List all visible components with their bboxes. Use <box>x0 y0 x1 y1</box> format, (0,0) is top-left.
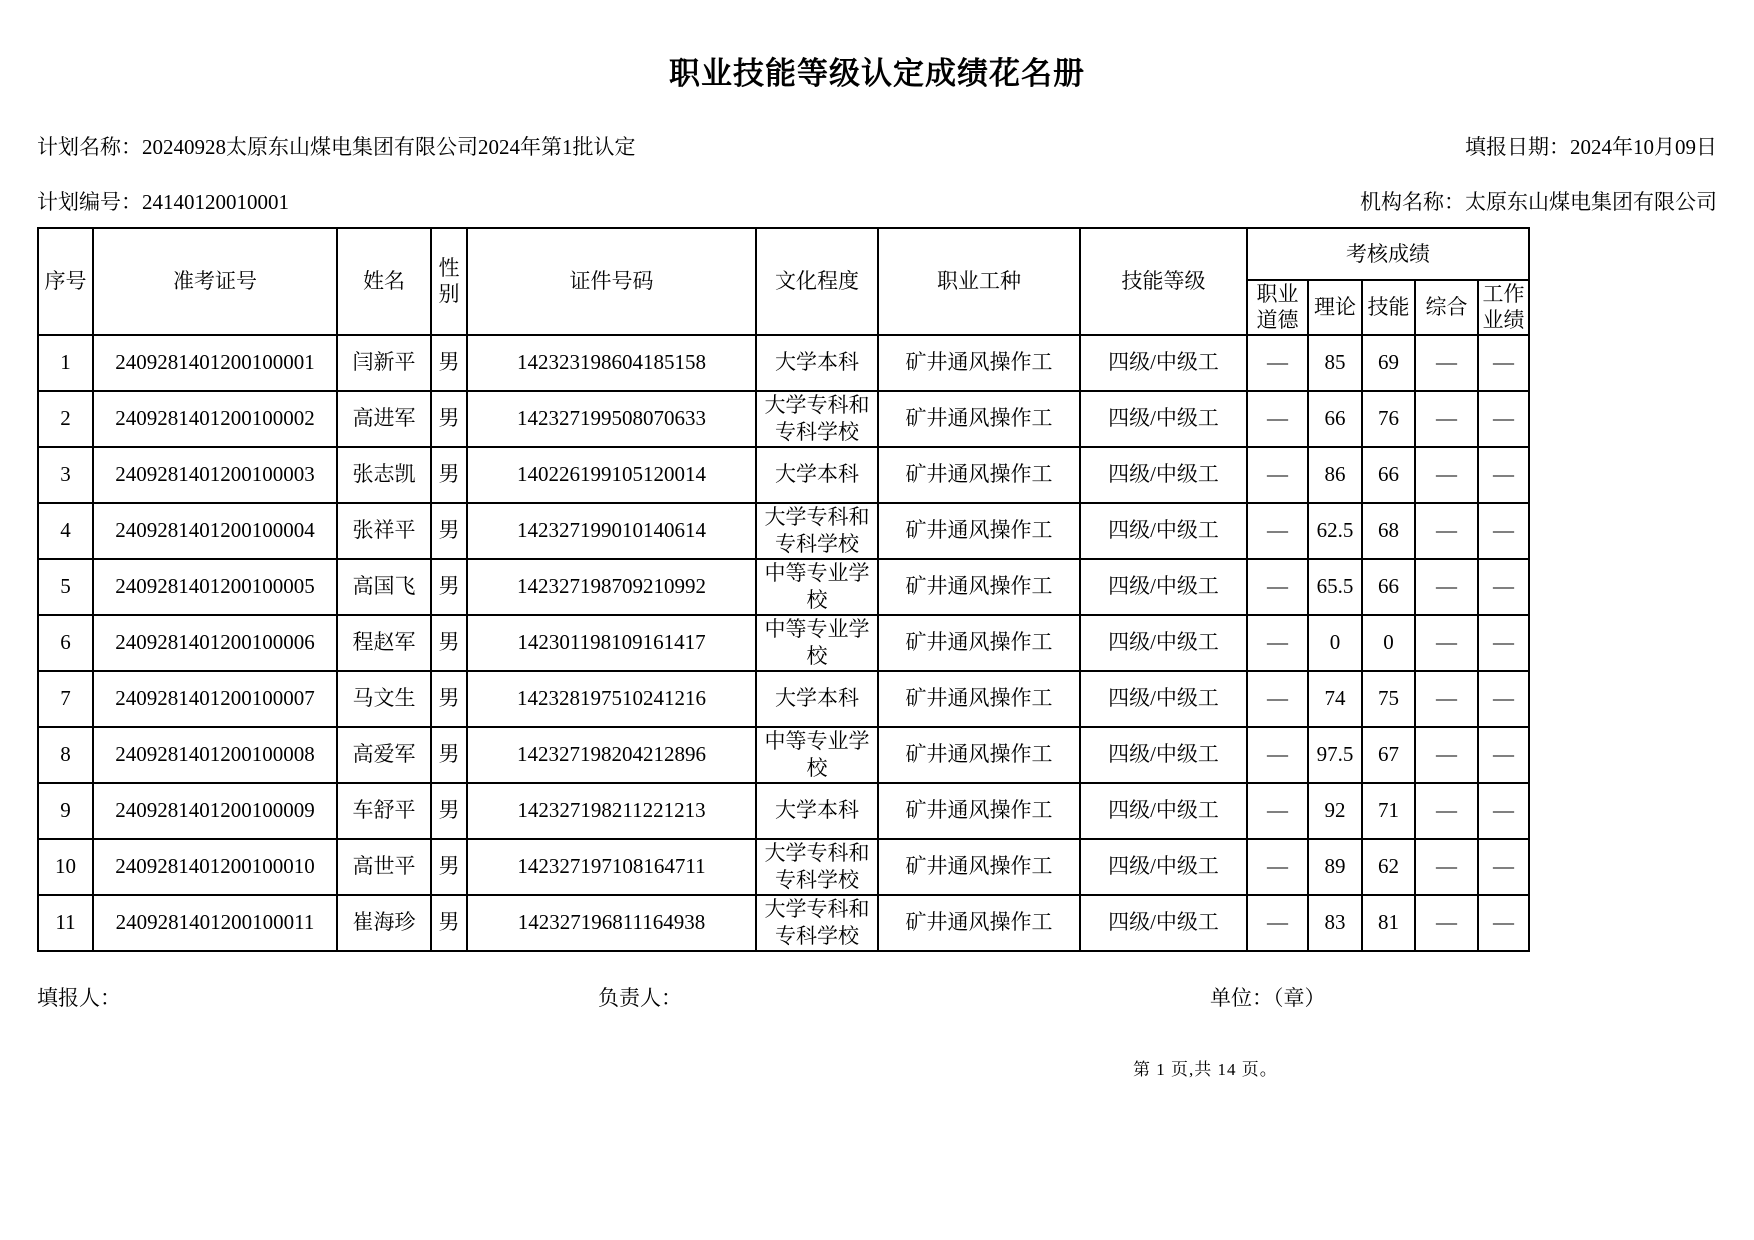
cell-education: 中等专业学校 <box>756 559 878 615</box>
cell-admission-no: 2409281401200100001 <box>93 335 337 391</box>
cell-occupation: 矿井通风操作工 <box>878 559 1080 615</box>
cell-skill-level: 四级/中级工 <box>1080 727 1247 783</box>
cell-education: 大学专科和专科学校 <box>756 391 878 447</box>
cell-skill-level: 四级/中级工 <box>1080 783 1247 839</box>
cell-skill-level: 四级/中级工 <box>1080 335 1247 391</box>
cell-admission-no: 2409281401200100008 <box>93 727 337 783</box>
cell-score-skill: 0 <box>1362 615 1415 671</box>
cell-score-theory: 65.5 <box>1308 559 1362 615</box>
table-row <box>38 391 1529 447</box>
cell-gender: 男 <box>431 503 467 559</box>
cell-occupation: 矿井通风操作工 <box>878 783 1080 839</box>
cell-score-comprehensive: — <box>1415 783 1478 839</box>
cell-occupation: 矿井通风操作工 <box>878 727 1080 783</box>
cell-score-skill: 66 <box>1362 447 1415 503</box>
cell-score-theory: 89 <box>1308 839 1362 895</box>
plan-name-label: 计划名称： <box>37 135 142 159</box>
cell-score-comprehensive: — <box>1415 503 1478 559</box>
cell-name: 高进军 <box>337 391 431 447</box>
cell-score-comprehensive: — <box>1415 895 1478 951</box>
header-score-ethics: 职业道德 <box>1247 280 1308 335</box>
cell-id-no: 142328197510241216 <box>467 671 756 727</box>
cell-admission-no: 2409281401200100003 <box>93 447 337 503</box>
cell-score-performance: — <box>1478 895 1529 951</box>
cell-score-theory: 74 <box>1308 671 1362 727</box>
unit-label: 单位：（章） <box>1210 986 1326 1010</box>
cell-education: 大学专科和专科学校 <box>756 895 878 951</box>
cell-education: 大学专科和专科学校 <box>756 503 878 559</box>
cell-education: 大学本科 <box>756 447 878 503</box>
cell-gender: 男 <box>431 615 467 671</box>
header-gender: 性别 <box>431 228 467 335</box>
cell-gender: 男 <box>431 783 467 839</box>
cell-skill-level: 四级/中级工 <box>1080 615 1247 671</box>
cell-education: 大学本科 <box>756 335 878 391</box>
cell-skill-level: 四级/中级工 <box>1080 839 1247 895</box>
header-score-theory: 理论 <box>1308 280 1362 335</box>
cell-skill-level: 四级/中级工 <box>1080 895 1247 951</box>
cell-gender: 男 <box>431 391 467 447</box>
cell-seq: 8 <box>38 727 93 783</box>
report-date-label: 填报日期： <box>1465 135 1570 159</box>
cell-name: 张志凯 <box>337 447 431 503</box>
cell-id-no: 142327197108164711 <box>467 839 756 895</box>
cell-score-skill: 69 <box>1362 335 1415 391</box>
page-title: 职业技能等级认定成绩花名册 <box>669 56 1085 91</box>
cell-admission-no: 2409281401200100002 <box>93 391 337 447</box>
cell-score-comprehensive: — <box>1415 559 1478 615</box>
table-row <box>38 895 1529 951</box>
cell-gender: 男 <box>431 671 467 727</box>
cell-admission-no: 2409281401200100010 <box>93 839 337 895</box>
header-score-comprehensive: 综合 <box>1415 280 1478 335</box>
cell-admission-no: 2409281401200100006 <box>93 615 337 671</box>
cell-seq: 4 <box>38 503 93 559</box>
roster-table <box>37 227 1530 952</box>
header-seq: 序号 <box>38 228 93 335</box>
cell-seq: 7 <box>38 671 93 727</box>
header-score-performance: 工作业绩 <box>1478 280 1529 335</box>
org-name-value: 太原东山煤电集团有限公司 <box>1465 190 1717 214</box>
filler-label: 填报人： <box>37 986 121 1010</box>
header-name: 姓名 <box>337 228 431 335</box>
cell-score-ethics: — <box>1247 615 1308 671</box>
header-skill-level: 技能等级 <box>1080 228 1247 335</box>
cell-id-no: 142323198604185158 <box>467 335 756 391</box>
cell-score-performance: — <box>1478 671 1529 727</box>
org-name <box>1360 186 1717 216</box>
cell-gender: 男 <box>431 559 467 615</box>
cell-education: 大学本科 <box>756 783 878 839</box>
header-education: 文化程度 <box>756 228 878 335</box>
cell-score-theory: 97.5 <box>1308 727 1362 783</box>
cell-education: 大学本科 <box>756 671 878 727</box>
cell-score-comprehensive: — <box>1415 615 1478 671</box>
cell-admission-no: 2409281401200100005 <box>93 559 337 615</box>
cell-seq: 2 <box>38 391 93 447</box>
cell-score-skill: 66 <box>1362 559 1415 615</box>
cell-id-no: 142327199010140614 <box>467 503 756 559</box>
cell-education: 大学专科和专科学校 <box>756 839 878 895</box>
cell-name: 高世平 <box>337 839 431 895</box>
cell-id-no: 142301198109161417 <box>467 615 756 671</box>
cell-seq: 10 <box>38 839 93 895</box>
cell-score-skill: 75 <box>1362 671 1415 727</box>
cell-gender: 男 <box>431 839 467 895</box>
cell-score-comprehensive: — <box>1415 727 1478 783</box>
cell-seq: 6 <box>38 615 93 671</box>
cell-name: 车舒平 <box>337 783 431 839</box>
info-row-2 <box>37 186 1717 216</box>
cell-id-no: 142327199508070633 <box>467 391 756 447</box>
cell-score-performance: — <box>1478 615 1529 671</box>
cell-score-skill: 62 <box>1362 839 1415 895</box>
plan-code-label: 计划编号： <box>37 190 142 214</box>
header-admission-no: 准考证号 <box>93 228 337 335</box>
cell-gender: 男 <box>431 727 467 783</box>
cell-score-theory: 86 <box>1308 447 1362 503</box>
cell-name: 高国飞 <box>337 559 431 615</box>
cell-name: 张祥平 <box>337 503 431 559</box>
plan-code-value: 24140120010001 <box>142 190 289 214</box>
cell-score-theory: 62.5 <box>1308 503 1362 559</box>
cell-occupation: 矿井通风操作工 <box>878 895 1080 951</box>
cell-seq: 3 <box>38 447 93 503</box>
cell-admission-no: 2409281401200100011 <box>93 895 337 951</box>
cell-score-comprehensive: — <box>1415 447 1478 503</box>
cell-score-performance: — <box>1478 447 1529 503</box>
cell-score-theory: 0 <box>1308 615 1362 671</box>
cell-score-ethics: — <box>1247 335 1308 391</box>
cell-score-skill: 68 <box>1362 503 1415 559</box>
cell-score-performance: — <box>1478 559 1529 615</box>
cell-occupation: 矿井通风操作工 <box>878 447 1080 503</box>
cell-name: 闫新平 <box>337 335 431 391</box>
cell-score-ethics: — <box>1247 503 1308 559</box>
cell-seq: 11 <box>38 895 93 951</box>
cell-score-performance: — <box>1478 335 1529 391</box>
cell-score-ethics: — <box>1247 727 1308 783</box>
cell-score-performance: — <box>1478 391 1529 447</box>
cell-occupation: 矿井通风操作工 <box>878 671 1080 727</box>
cell-score-theory: 83 <box>1308 895 1362 951</box>
cell-score-performance: — <box>1478 503 1529 559</box>
cell-education: 中等专业学校 <box>756 727 878 783</box>
table-row <box>38 615 1529 671</box>
table-row <box>38 783 1529 839</box>
cell-occupation: 矿井通风操作工 <box>878 615 1080 671</box>
report-date-value: 2024年10月09日 <box>1570 135 1717 159</box>
cell-gender: 男 <box>431 895 467 951</box>
cell-score-skill: 71 <box>1362 783 1415 839</box>
cell-gender: 男 <box>431 447 467 503</box>
cell-score-theory: 66 <box>1308 391 1362 447</box>
cell-id-no: 142327198211221213 <box>467 783 756 839</box>
cell-score-performance: — <box>1478 783 1529 839</box>
cell-score-skill: 67 <box>1362 727 1415 783</box>
cell-skill-level: 四级/中级工 <box>1080 503 1247 559</box>
cell-score-ethics: — <box>1247 447 1308 503</box>
table-row <box>38 839 1529 895</box>
cell-score-comprehensive: — <box>1415 671 1478 727</box>
cell-name: 马文生 <box>337 671 431 727</box>
table-row <box>38 335 1529 391</box>
table-row <box>38 727 1529 783</box>
cell-name: 程赵军 <box>337 615 431 671</box>
cell-score-ethics: — <box>1247 559 1308 615</box>
cell-seq: 5 <box>38 559 93 615</box>
cell-skill-level: 四级/中级工 <box>1080 391 1247 447</box>
header-scores-group: 考核成绩 <box>1247 228 1529 280</box>
page-info: 第 1 页,共 14 页。 <box>1133 1060 1278 1079</box>
report-date <box>1465 131 1717 161</box>
cell-occupation: 矿井通风操作工 <box>878 503 1080 559</box>
cell-name: 高爱军 <box>337 727 431 783</box>
cell-admission-no: 2409281401200100009 <box>93 783 337 839</box>
cell-score-comprehensive: — <box>1415 839 1478 895</box>
info-row-1 <box>37 131 1717 161</box>
cell-seq: 1 <box>38 335 93 391</box>
table-body <box>38 335 1529 951</box>
table-row <box>38 559 1529 615</box>
plan-name-value: 20240928太原东山煤电集团有限公司2024年第1批认定 <box>142 135 636 159</box>
cell-id-no: 142327198709210992 <box>467 559 756 615</box>
header-occupation: 职业工种 <box>878 228 1080 335</box>
cell-id-no: 142327198204212896 <box>467 727 756 783</box>
cell-score-ethics: — <box>1247 895 1308 951</box>
cell-score-performance: — <box>1478 839 1529 895</box>
cell-score-theory: 92 <box>1308 783 1362 839</box>
cell-id-no: 142327196811164938 <box>467 895 756 951</box>
cell-score-ethics: — <box>1247 391 1308 447</box>
cell-admission-no: 2409281401200100004 <box>93 503 337 559</box>
cell-admission-no: 2409281401200100007 <box>93 671 337 727</box>
cell-score-performance: — <box>1478 727 1529 783</box>
cell-score-ethics: — <box>1247 671 1308 727</box>
table-header <box>38 228 1529 335</box>
cell-score-ethics: — <box>1247 783 1308 839</box>
cell-occupation: 矿井通风操作工 <box>878 335 1080 391</box>
table-row <box>38 671 1529 727</box>
cell-id-no: 140226199105120014 <box>467 447 756 503</box>
cell-occupation: 矿井通风操作工 <box>878 391 1080 447</box>
org-name-label: 机构名称： <box>1360 190 1465 214</box>
cell-name: 崔海珍 <box>337 895 431 951</box>
cell-score-skill: 81 <box>1362 895 1415 951</box>
header-score-skill: 技能 <box>1362 280 1415 335</box>
cell-score-skill: 76 <box>1362 391 1415 447</box>
cell-score-ethics: — <box>1247 839 1308 895</box>
header-id-no: 证件号码 <box>467 228 756 335</box>
responsible-label: 负责人： <box>598 986 682 1010</box>
cell-occupation: 矿井通风操作工 <box>878 839 1080 895</box>
plan-code <box>37 186 289 216</box>
cell-score-comprehensive: — <box>1415 335 1478 391</box>
cell-score-theory: 85 <box>1308 335 1362 391</box>
header-row-1 <box>38 228 1529 280</box>
table-row <box>38 503 1529 559</box>
cell-gender: 男 <box>431 335 467 391</box>
plan-name <box>37 131 636 161</box>
cell-skill-level: 四级/中级工 <box>1080 447 1247 503</box>
cell-score-comprehensive: — <box>1415 391 1478 447</box>
table-row <box>38 447 1529 503</box>
cell-seq: 9 <box>38 783 93 839</box>
cell-education: 中等专业学校 <box>756 615 878 671</box>
cell-skill-level: 四级/中级工 <box>1080 671 1247 727</box>
cell-skill-level: 四级/中级工 <box>1080 559 1247 615</box>
